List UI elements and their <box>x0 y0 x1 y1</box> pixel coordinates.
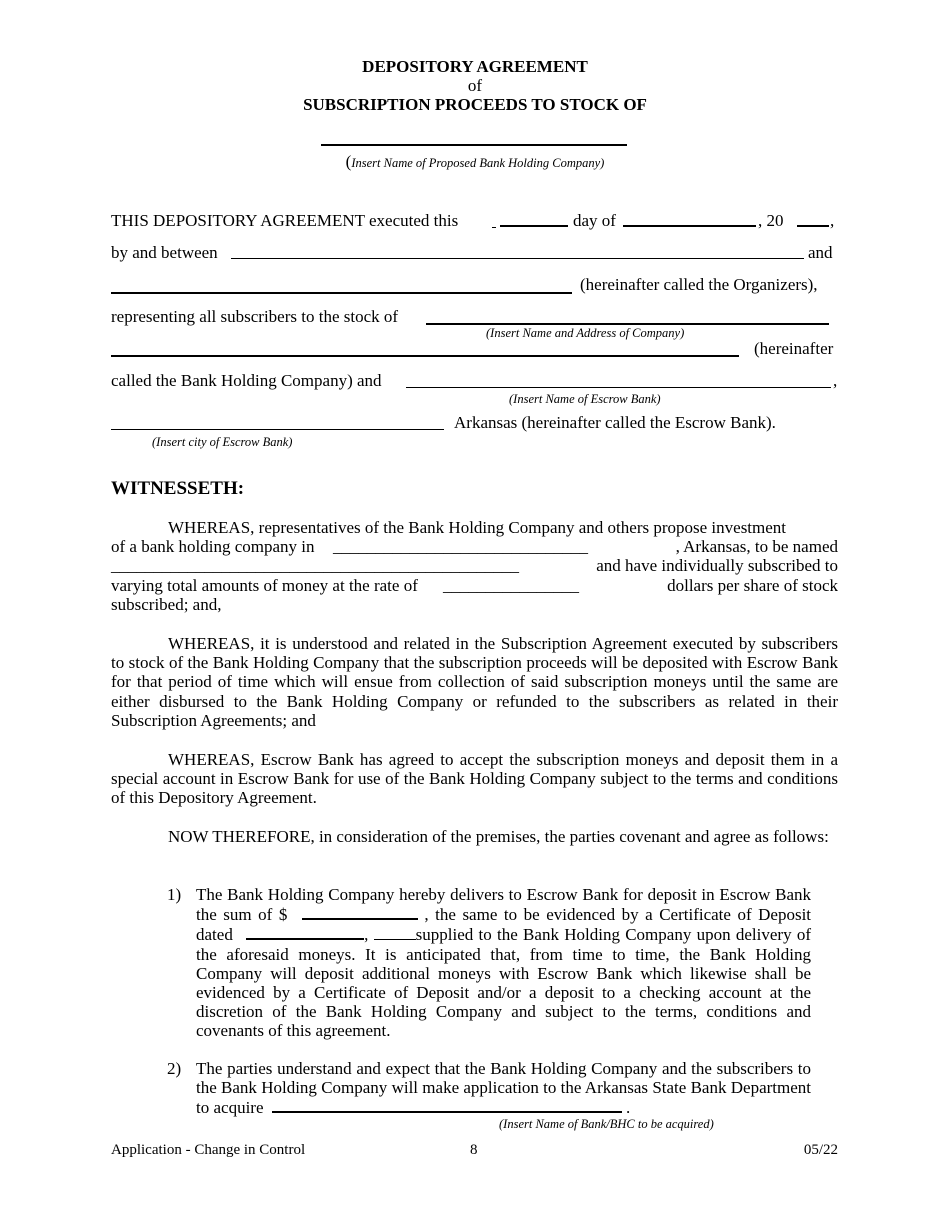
deposit-year-field[interactable] <box>374 925 416 940</box>
company-address-field-2[interactable] <box>111 355 739 357</box>
acquire-bank-field[interactable] <box>272 1097 622 1113</box>
footer-date: 05/22 <box>803 1142 838 1158</box>
now-therefore-paragraph: NOW THEREFORE, in consideration of the premises, the parties covenant and agree as follows: <box>168 827 829 846</box>
company-address-caption: (Insert Name and Address of Company) <box>486 326 685 340</box>
hereinafter-text: (hereinafter <box>754 339 834 358</box>
deposit-date-field[interactable] <box>246 924 364 940</box>
escrow-comma: , <box>833 371 838 390</box>
document-title: DEPOSITORY AGREEMENT <box>362 57 588 76</box>
organizers-text: (hereinafter called the Organizers), <box>580 275 818 294</box>
whereas1-line3b: and have individually subscribed to <box>596 556 838 575</box>
escrow-bank-caption: (Insert Name of Escrow Bank) <box>509 392 661 406</box>
organizers-field[interactable] <box>111 292 572 294</box>
page-number: 8 <box>470 1142 478 1158</box>
whereas1-line4b: dollars per share of stock <box>667 576 838 595</box>
footer-left: Application - Change in Control <box>111 1142 306 1158</box>
item1-number: 1) <box>167 885 182 904</box>
between-text: by and between <box>111 243 218 262</box>
document-subtitle: SUBSCRIPTION PROCEEDS TO STOCK OF <box>303 95 647 114</box>
item2-paragraph: The parties understand and expect that the Bank Holding Company and the subscribers to the Bank Holding Company will make application to the Arkansas State Bank Department to acquire . <box>196 1059 811 1118</box>
escrow-city-field[interactable] <box>111 429 444 430</box>
day-field[interactable] <box>500 225 568 227</box>
title-of: of <box>467 76 483 95</box>
company-name-line[interactable] <box>321 144 627 146</box>
blank-marker <box>492 227 496 228</box>
whereas2-paragraph: WHEREAS, it is understood and related in the Subscription Agreement executed by subscribers to stock of the Bank Holding Company that the subscription proceeds will be deposited with Escrow Bank for that period of time which will ensue from collection of said subscription moneys until the same are either disbursed to the Bank Holding Company or refunded to the subscribers as related in their Subscription Agreements; and <box>111 634 838 730</box>
representing-text: representing all subscribers to the stock of <box>111 307 399 326</box>
month-field[interactable] <box>623 225 756 227</box>
executed-text: THIS DEPOSITORY AGREEMENT executed this <box>111 211 459 230</box>
year-field[interactable] <box>797 225 829 227</box>
called-bhc-text: called the Bank Holding Company) and <box>111 371 382 390</box>
deposit-amount-field[interactable] <box>302 904 418 920</box>
whereas1-rate-blank[interactable]: ________________ <box>443 576 579 595</box>
whereas1-city-blank[interactable]: ______________________________ <box>333 537 588 556</box>
witnesseth-heading: WITNESSETH: <box>111 478 245 499</box>
whereas3-paragraph: WHEREAS, Escrow Bank has agreed to accept the subscription moneys and deposit them in a special account in Escrow Bank for use of the Bank Holding Company subject to the terms and conditions of this Depository Agreement. <box>111 750 838 808</box>
whereas1-line4a: varying total amounts of money at the rate of <box>111 576 418 595</box>
party-name-field[interactable] <box>231 258 804 259</box>
whereas1-line2a: of a bank holding company in <box>111 537 315 556</box>
escrow-city-caption: (Insert city of Escrow Bank) <box>152 435 293 449</box>
whereas1-line5: subscribed; and, <box>111 595 222 614</box>
whereas1-line1: WHEREAS, representatives of the Bank Holding Company and others propose investment <box>168 518 787 537</box>
company-name-caption: (Insert Name of Proposed Bank Holding Company) <box>345 152 605 171</box>
arkansas-text: Arkansas (hereinafter called the Escrow Bank). <box>454 413 776 432</box>
day-of-text: day of <box>573 211 616 230</box>
item2-number: 2) <box>167 1059 182 1078</box>
acquire-bank-caption: (Insert Name of Bank/BHC to be acquired) <box>499 1117 714 1131</box>
year-prefix: , 20 <box>758 211 784 230</box>
year-comma: , <box>830 211 835 230</box>
and-text: and <box>808 243 833 262</box>
escrow-bank-field[interactable] <box>406 387 831 388</box>
company-address-field[interactable] <box>426 323 829 325</box>
whereas1-line2b: , Arkansas, to be named <box>675 537 838 556</box>
item1-paragraph: The Bank Holding Company hereby delivers to Escrow Bank for deposit in Escrow Bank the sum of $ , the same to be evidenced by a Certificate of Deposit dated , supplied to the Bank Holding Company upon delivery of the aforesaid moneys. It is anticipated that, from time to time, the Bank Holding Company will deposit additional moneys with Escrow Bank which likewise shall be evidenced by a Certificate of Deposit and/or a deposit to a checking account at the discretion of the Bank Holding Company and subject to the terms, conditions and covenants of this agreement. <box>196 885 812 1041</box>
whereas1-name-blank[interactable]: ________________________________________________ <box>111 556 519 575</box>
